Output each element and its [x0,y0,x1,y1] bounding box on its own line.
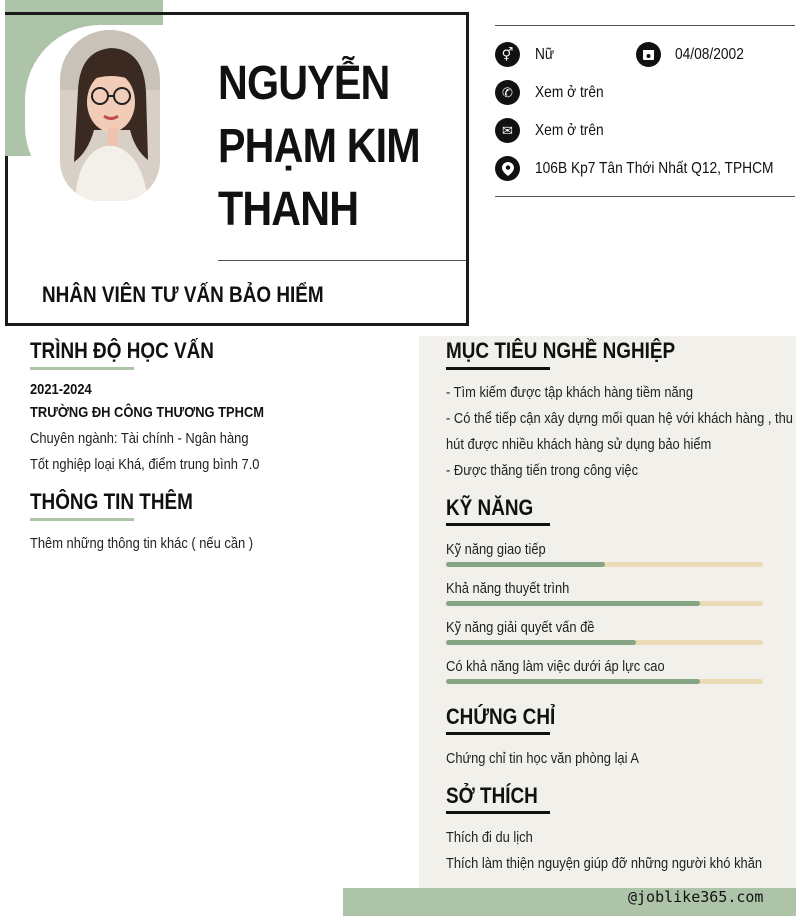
contact-phone [535,84,615,102]
extra-info-title [30,489,219,515]
certificates-text [446,750,670,767]
hobbies-title [446,783,553,809]
skills-title-text: KỸ NĂNG [446,495,534,520]
education-grade-text: Tốt nghiệp loại Khá, điểm trung bình 7.0 [30,456,260,473]
skill-label-4-text: Có khả năng làm việc dưới áp lực cao [446,658,665,675]
name-line-2: PHẠM KIM [218,120,420,173]
objective-underline [446,367,550,370]
objective-title [446,338,712,364]
education-major-text: Chuyên ngành: Tài chính - Ngân hàng [30,430,249,447]
mail-icon: ✉ [495,118,520,143]
footer-watermark: @joblike365.com [628,888,764,906]
address-text: 106B Kp7 Tân Thới Nhất Q12, TPHCM [535,160,774,177]
skill-bar-3 [446,640,763,645]
skill-bar-1 [446,562,763,567]
candidate-name [218,52,458,241]
skill-label-2 [446,580,589,597]
certificates-body: Chứng chỉ tin học văn phòng lại A [446,750,639,767]
contact-address [535,160,796,178]
extra-info-underline [30,518,134,521]
skill-bar-3-fill [446,640,636,645]
hobby-line-1-text: Thích đi du lịch [446,829,533,846]
skill-bar-4-fill [446,679,700,684]
objective-line-3-text: hút được nhiều khách hàng sử dụng bảo hiểm [446,436,712,453]
skills-title [446,495,547,521]
contact-top-divider [495,25,795,26]
phone-text: Xem ở trên [535,84,604,101]
objective-line-1-text: - Tìm kiếm được tập khách hàng tiềm năng [446,384,694,401]
objective-line-2 [446,410,796,427]
contact-bottom-divider [495,196,795,197]
education-years-text: 2021-2024 [30,381,92,398]
education-title-underline [30,367,134,370]
gender-text: Nữ [535,46,555,63]
name-line-3: THANH [218,183,359,236]
skill-label-1-text: Kỹ năng giao tiếp [446,541,546,558]
education-school-text: TRƯỜNG ĐH CÔNG THƯƠNG TPHCM [30,404,265,421]
extra-info-body: Thêm những thông tin khác ( nếu cần ) [30,535,254,552]
calendar-icon [636,42,661,67]
name-line-1: NGUYỄN [218,57,390,110]
certificates-title-text: CHỨNG CHỈ [446,704,556,729]
objective-line-4-text: - Được thăng tiến trong công việc [446,462,639,479]
education-major [30,430,284,447]
gender-icon: ⚥ [495,42,520,67]
objective-line-2-text: - Có thể tiếp cận xây dựng mối quan hệ với khách hàng , thu [446,410,793,427]
skill-label-2-text: Khả năng thuyết trình [446,580,570,597]
objective-title-text: MỤC TIÊU NGHỀ NGHIỆP [446,338,676,363]
objective-line-3 [446,436,754,453]
job-title-text: NHÂN VIÊN TƯ VẤN BẢO HIỂM [42,282,324,307]
education-school [30,404,302,421]
skill-bar-4 [446,679,763,684]
education-title [30,338,244,364]
hobby-line-2-text: Thích làm thiện nguyện giúp đỡ những người khó khăn [446,855,763,872]
extra-info-text [30,535,289,552]
objective-line-4 [446,462,669,479]
skill-label-1 [446,541,562,558]
name-frame-left-edge [5,156,8,326]
birthday-text: 04/08/2002 [675,46,744,63]
contact-birthday [675,46,755,64]
contact-email [535,122,615,140]
extra-info-title-text: THÔNG TIN THÊM [30,489,193,514]
hobbies-title-text: SỞ THÍCH [446,783,538,808]
skills-underline [446,523,550,526]
education-title-text: TRÌNH ĐỘ HỌC VẤN [30,338,214,363]
skill-label-3-text: Kỹ năng giải quyết vấn đề [446,619,595,636]
objective-line-1 [446,384,733,401]
hobbies-underline [446,811,550,814]
certificates-title [446,704,573,730]
phone-icon: ✆ [495,80,520,105]
hobby-line-1 [446,829,547,846]
skill-bar-1-fill [446,562,605,567]
contact-gender [535,46,557,64]
job-title [42,282,370,308]
certificates-underline [446,732,550,735]
skill-bar-2-fill [446,601,700,606]
education-years [30,381,102,398]
location-pin-icon [495,156,520,181]
skill-label-3 [446,619,619,636]
skill-bar-2 [446,601,763,606]
email-text: Xem ở trên [535,122,604,139]
skill-label-4 [446,658,700,675]
name-divider [218,260,466,261]
hobby-line-2 [446,855,796,872]
education-grade [30,456,297,473]
